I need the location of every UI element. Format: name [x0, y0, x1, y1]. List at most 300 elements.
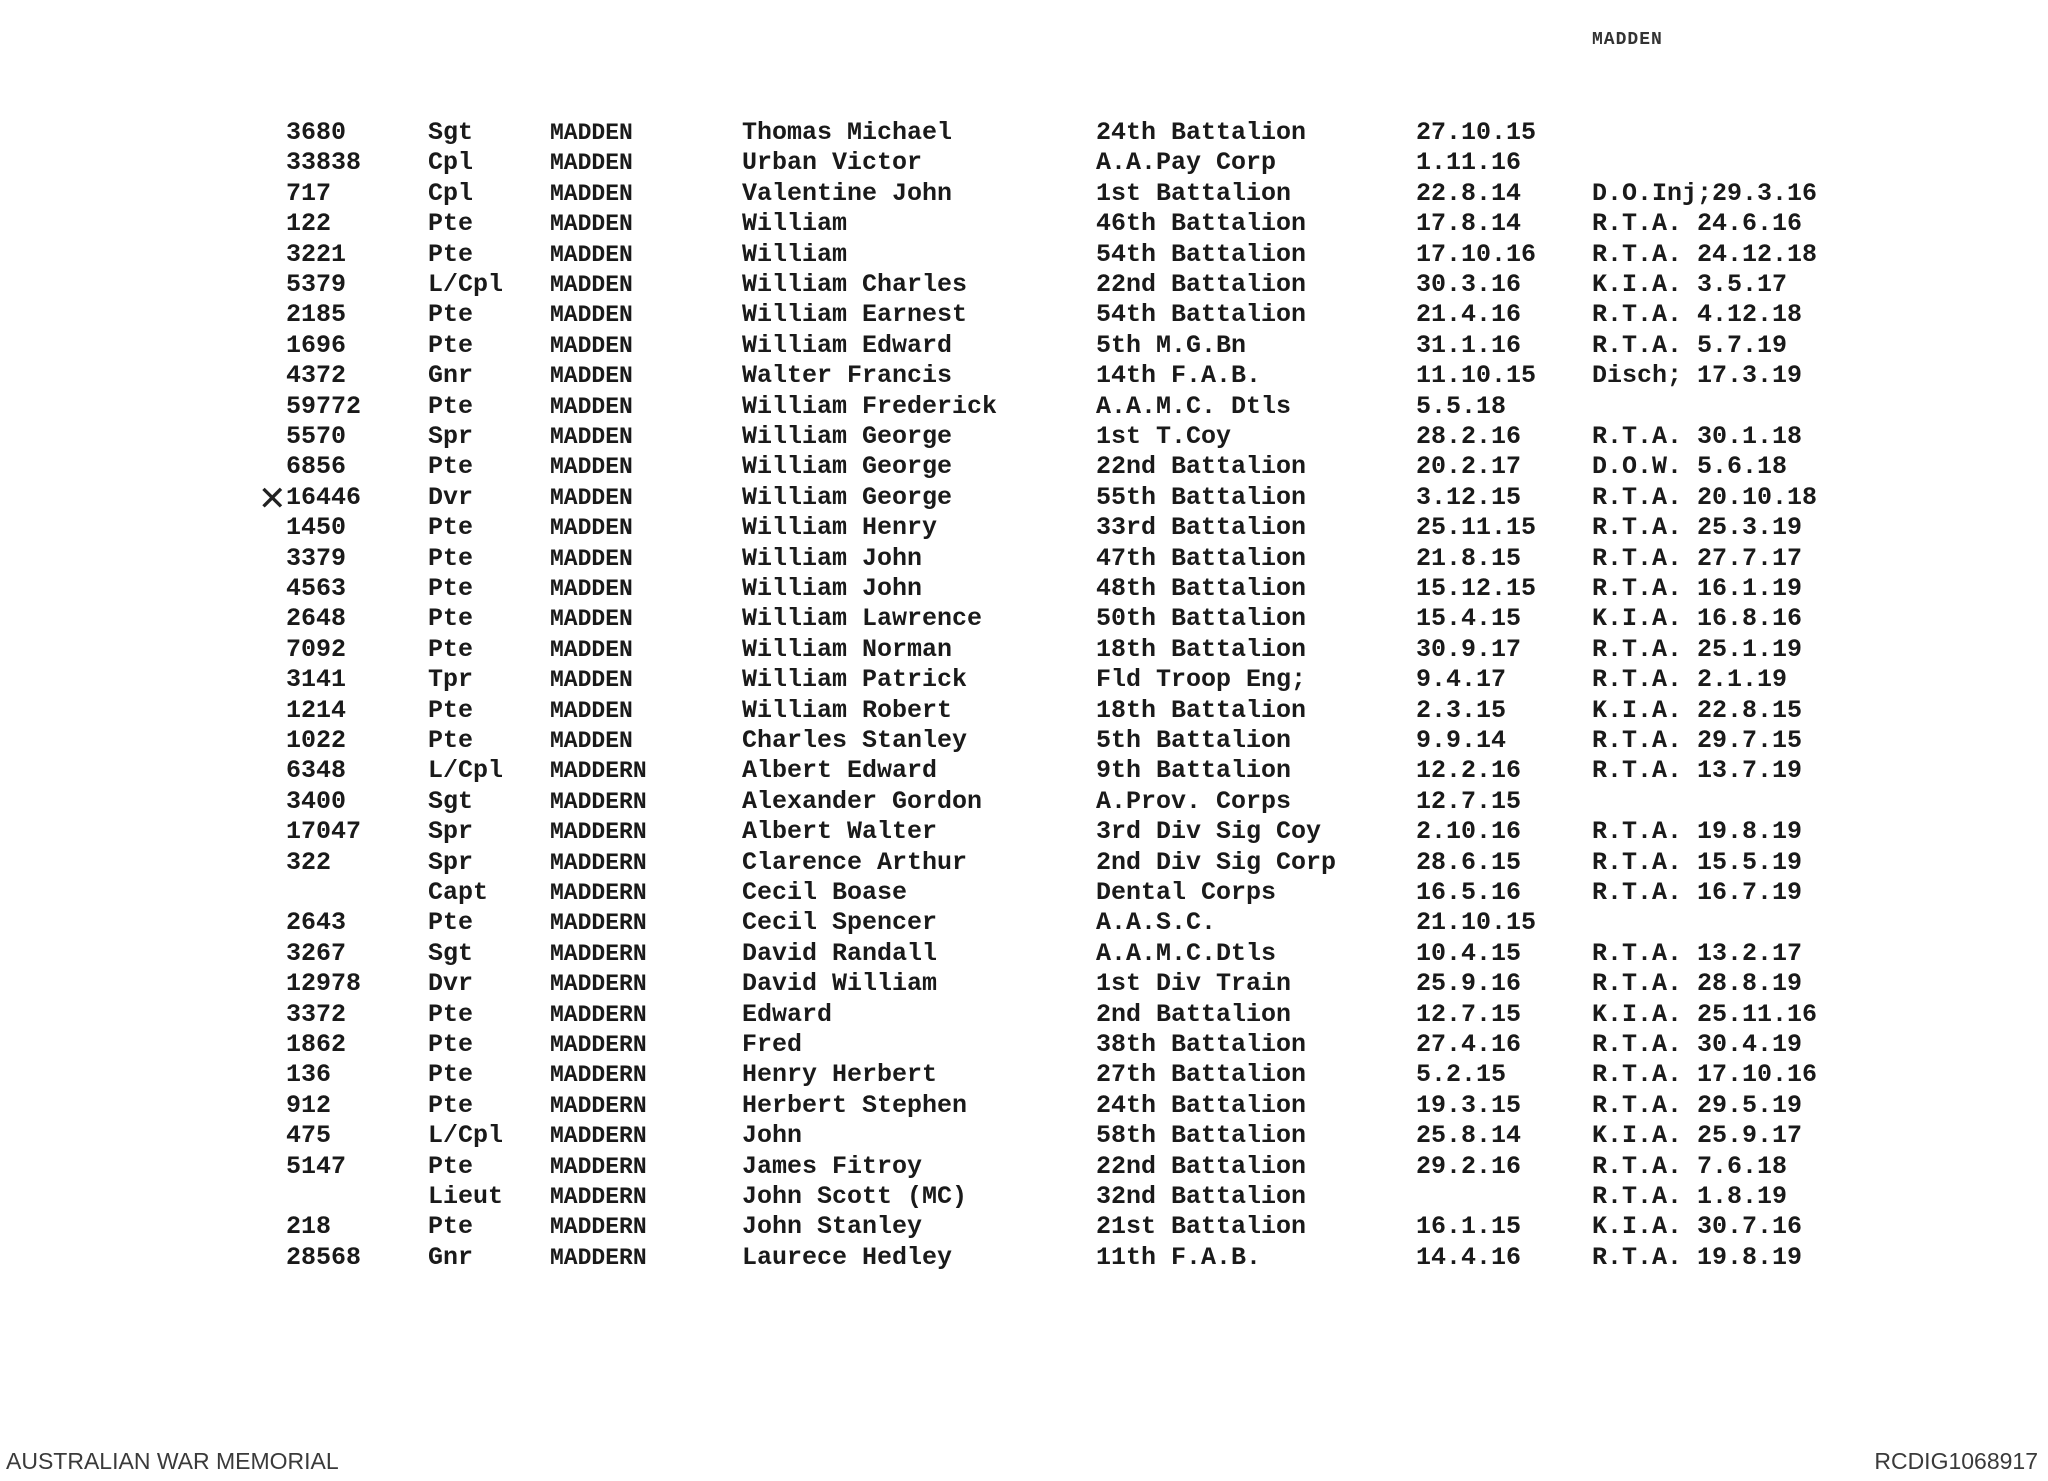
cell-given: John Stanley [742, 1212, 923, 1241]
record-id: RCDIG1068917 [1874, 1448, 2038, 1474]
cell-given: William Edward [742, 331, 953, 360]
cell-unit: 22nd Battalion [1096, 270, 1307, 299]
cell-rank: Capt [428, 878, 489, 907]
cell-unit: A.A.S.C. [1096, 908, 1217, 937]
cell-date: 19.3.15 [1416, 1091, 1522, 1120]
table-row [0, 817, 2048, 847]
cell-rank: Cpl [428, 148, 474, 177]
cell-date: 10.4.15 [1416, 939, 1522, 968]
table-row [0, 635, 2048, 665]
cell-date: 2.3.15 [1416, 696, 1507, 725]
cell-num: 2648 [286, 604, 347, 633]
cell-fate: R.T.A. 24.12.18 [1592, 240, 1818, 269]
cell-fate: R.T.A. 27.7.17 [1592, 544, 1803, 573]
cell-fate: R.T.A. 28.8.19 [1592, 969, 1803, 998]
cell-unit: 58th Battalion [1096, 1121, 1307, 1150]
cell-given: Albert Edward [742, 756, 938, 785]
cell-given: Laurece Hedley [742, 1243, 953, 1272]
cell-num: 5379 [286, 270, 347, 299]
cell-rank: Pte [428, 452, 474, 481]
cell-date: 3.12.15 [1416, 483, 1522, 512]
cell-surname: MADDERN [550, 850, 647, 876]
cell-unit: 11th F.A.B. [1096, 1243, 1262, 1272]
cell-rank: Pte [428, 209, 474, 238]
table-row [0, 331, 2048, 361]
cell-fate: R.T.A. 29.7.15 [1592, 726, 1803, 755]
cell-date: 15.12.15 [1416, 574, 1537, 603]
cell-fate: D.O.Inj;29.3.16 [1592, 179, 1818, 208]
cell-rank: Pte [428, 604, 474, 633]
cell-unit: 2nd Div Sig Corp [1096, 848, 1337, 877]
cell-surname: MADDERN [550, 941, 647, 967]
cell-given: William George [742, 483, 953, 512]
cell-num: 1450 [286, 513, 347, 542]
cell-rank: Pte [428, 1212, 474, 1241]
cell-fate: R.T.A. 19.8.19 [1592, 1243, 1803, 1272]
cell-fate: R.T.A. 4.12.18 [1592, 300, 1803, 329]
cell-given: Cecil Spencer [742, 908, 938, 937]
cell-surname: MADDEN [550, 606, 633, 632]
table-row [0, 604, 2048, 634]
cell-date: 27.10.15 [1416, 118, 1537, 147]
cell-date: 9.4.17 [1416, 665, 1507, 694]
cell-given: Edward [742, 1000, 833, 1029]
cell-fate: R.T.A. 25.1.19 [1592, 635, 1803, 664]
archive-name: AUSTRALIAN WAR MEMORIAL [6, 1448, 339, 1474]
cell-date: 21.4.16 [1416, 300, 1522, 329]
table-row [0, 513, 2048, 543]
cell-unit: 5th M.G.Bn [1096, 331, 1247, 360]
cell-surname: MADDEN [550, 120, 633, 146]
cell-surname: MADDERN [550, 971, 647, 997]
table-row [0, 726, 2048, 756]
cell-num: 59772 [286, 392, 362, 421]
cell-surname: MADDERN [550, 880, 647, 906]
cell-num: 2185 [286, 300, 347, 329]
cell-given: Thomas Michael [742, 118, 953, 147]
cell-fate: K.I.A. 25.11.16 [1592, 1000, 1818, 1029]
cell-unit: 24th Battalion [1096, 1091, 1307, 1120]
cell-num: 3141 [286, 665, 347, 694]
cell-given: William Patrick [742, 665, 968, 694]
table-row [0, 270, 2048, 300]
cell-given: William John [742, 574, 923, 603]
cell-unit: 14th F.A.B. [1096, 361, 1262, 390]
table-row [0, 696, 2048, 726]
cell-fate: R.T.A. 20.10.18 [1592, 483, 1818, 512]
cell-rank: Pte [428, 635, 474, 664]
cell-unit: A.Prov. Corps [1096, 787, 1292, 816]
cell-date: 25.9.16 [1416, 969, 1522, 998]
cell-fate: R.T.A. 5.7.19 [1592, 331, 1788, 360]
cell-surname: MADDEN [550, 242, 633, 268]
cell-num: 3267 [286, 939, 347, 968]
cell-date: 25.8.14 [1416, 1121, 1522, 1150]
cell-given: William Frederick [742, 392, 998, 421]
cell-rank: Pte [428, 1152, 474, 1181]
table-row [0, 969, 2048, 999]
cell-rank: Pte [428, 300, 474, 329]
table-row [0, 1182, 2048, 1212]
cell-rank: Pte [428, 574, 474, 603]
cell-rank: Spr [428, 422, 474, 451]
cell-num: 322 [286, 848, 332, 877]
cell-unit: 18th Battalion [1096, 696, 1307, 725]
cell-rank: L/Cpl [428, 270, 504, 299]
cell-surname: MADDERN [550, 789, 647, 815]
cell-date: 5.2.15 [1416, 1060, 1507, 1089]
table-row [0, 544, 2048, 574]
cell-given: James Fitroy [742, 1152, 923, 1181]
cell-given: Fred [742, 1030, 803, 1059]
cell-num: 136 [286, 1060, 332, 1089]
cell-surname: MADDEN [550, 637, 633, 663]
cell-num: 1022 [286, 726, 347, 755]
cell-unit: 54th Battalion [1096, 300, 1307, 329]
cell-num: 3221 [286, 240, 347, 269]
cell-fate: K.I.A. 16.8.16 [1592, 604, 1803, 633]
cell-surname: MADDERN [550, 1093, 647, 1119]
table-row [0, 118, 2048, 148]
cell-fate: K.I.A. 25.9.17 [1592, 1121, 1803, 1150]
cell-unit: 5th Battalion [1096, 726, 1292, 755]
cell-surname: MADDERN [550, 1154, 647, 1180]
cell-rank: Pte [428, 331, 474, 360]
cell-date: 2.10.16 [1416, 817, 1522, 846]
cell-rank: Dvr [428, 969, 474, 998]
table-row [0, 878, 2048, 908]
table-row [0, 179, 2048, 209]
cell-surname: MADDEN [550, 546, 633, 572]
cell-date: 31.1.16 [1416, 331, 1522, 360]
cell-fate: R.T.A. 2.1.19 [1592, 665, 1788, 694]
cell-surname: MADDEN [550, 211, 633, 237]
cell-given: Cecil Boase [742, 878, 908, 907]
cell-num: 6348 [286, 756, 347, 785]
table-row [0, 1212, 2048, 1242]
cell-unit: 46th Battalion [1096, 209, 1307, 238]
cell-rank: Pte [428, 1091, 474, 1120]
cell-given: William Earnest [742, 300, 968, 329]
cell-date: 12.7.15 [1416, 787, 1522, 816]
cell-given: David William [742, 969, 938, 998]
table-row [0, 300, 2048, 330]
cell-date: 27.4.16 [1416, 1030, 1522, 1059]
cell-rank: L/Cpl [428, 1121, 504, 1150]
cell-given: Albert Walter [742, 817, 938, 846]
table-row [0, 665, 2048, 695]
cell-num: 5570 [286, 422, 347, 451]
cell-unit: 21st Battalion [1096, 1212, 1307, 1241]
cell-date: 11.10.15 [1416, 361, 1537, 390]
cell-given: David Randall [742, 939, 938, 968]
cell-unit: 24th Battalion [1096, 118, 1307, 147]
table-row [0, 756, 2048, 786]
cell-unit: A.A.Pay Corp [1096, 148, 1277, 177]
cell-fate: R.T.A. 29.5.19 [1592, 1091, 1803, 1120]
cell-num: 122 [286, 209, 332, 238]
cell-rank: Spr [428, 848, 474, 877]
cell-given: William [742, 209, 848, 238]
cell-rank: Sgt [428, 118, 474, 147]
table-row [0, 452, 2048, 482]
cell-rank: Pte [428, 240, 474, 269]
cell-surname: MADDERN [550, 758, 647, 784]
cell-fate: D.O.W. 5.6.18 [1592, 452, 1788, 481]
cell-surname: MADDEN [550, 454, 633, 480]
cell-given: William John [742, 544, 923, 573]
table-row [0, 574, 2048, 604]
cell-given: John [742, 1121, 803, 1150]
cell-given: William Lawrence [742, 604, 983, 633]
cell-unit: 18th Battalion [1096, 635, 1307, 664]
cell-fate: R.T.A. 25.3.19 [1592, 513, 1803, 542]
cell-fate: R.T.A. 13.7.19 [1592, 756, 1803, 785]
table-row [0, 848, 2048, 878]
cell-rank: Tpr [428, 665, 474, 694]
cell-surname: MADDERN [550, 1245, 647, 1271]
cell-rank: Pte [428, 726, 474, 755]
table-row [0, 1000, 2048, 1030]
cell-date: 20.2.17 [1416, 452, 1522, 481]
cell-given: Herbert Stephen [742, 1091, 968, 1120]
cell-unit: 47th Battalion [1096, 544, 1307, 573]
cell-unit: 38th Battalion [1096, 1030, 1307, 1059]
cell-surname: MADDEN [550, 485, 633, 511]
cell-fate: R.T.A. 16.7.19 [1592, 878, 1803, 907]
table-row [0, 1060, 2048, 1090]
handwritten-x-mark: ✕ [258, 479, 287, 519]
cell-date: 28.6.15 [1416, 848, 1522, 877]
cell-num: 1696 [286, 331, 347, 360]
cell-unit: 1st T.Coy [1096, 422, 1232, 451]
cell-num: 717 [286, 179, 332, 208]
cell-surname: MADDERN [550, 1123, 647, 1149]
table-row [0, 939, 2048, 969]
cell-fate: R.T.A. 13.2.17 [1592, 939, 1803, 968]
cell-date: 16.1.15 [1416, 1212, 1522, 1241]
surname-header: MADDEN [1592, 30, 1663, 50]
cell-given: Urban Victor [742, 148, 923, 177]
cell-date: 17.8.14 [1416, 209, 1522, 238]
cell-rank: Lieut [428, 1182, 504, 1211]
cell-date: 25.11.15 [1416, 513, 1537, 542]
cell-num: 6856 [286, 452, 347, 481]
cell-surname: MADDEN [550, 698, 633, 724]
cell-num: 3400 [286, 787, 347, 816]
cell-date: 17.10.16 [1416, 240, 1537, 269]
cell-fate: R.T.A. 7.6.18 [1592, 1152, 1788, 1181]
cell-given: Clarence Arthur [742, 848, 968, 877]
cell-num: 33838 [286, 148, 362, 177]
cell-rank: Pte [428, 696, 474, 725]
cell-date: 15.4.15 [1416, 604, 1522, 633]
cell-fate: R.T.A. 30.4.19 [1592, 1030, 1803, 1059]
cell-given: Alexander Gordon [742, 787, 983, 816]
cell-date: 5.5.18 [1416, 392, 1507, 421]
cell-unit: 22nd Battalion [1096, 452, 1307, 481]
cell-unit: 3rd Div Sig Coy [1096, 817, 1322, 846]
cell-rank: Pte [428, 1000, 474, 1029]
table-row [0, 148, 2048, 178]
cell-rank: Dvr [428, 483, 474, 512]
cell-fate: R.T.A. 17.10.16 [1592, 1060, 1818, 1089]
cell-date: 12.7.15 [1416, 1000, 1522, 1029]
table-row [0, 1243, 2048, 1273]
cell-rank: Gnr [428, 1243, 474, 1272]
cell-num: 912 [286, 1091, 332, 1120]
table-row [0, 1030, 2048, 1060]
cell-fate: R.T.A. 16.1.19 [1592, 574, 1803, 603]
cell-surname: MADDERN [550, 1214, 647, 1240]
cell-date: 21.10.15 [1416, 908, 1537, 937]
cell-num: 7092 [286, 635, 347, 664]
cell-fate: R.T.A. 15.5.19 [1592, 848, 1803, 877]
cell-num: 12978 [286, 969, 362, 998]
cell-given: William George [742, 422, 953, 451]
cell-unit: 1st Battalion [1096, 179, 1292, 208]
cell-given: Henry Herbert [742, 1060, 938, 1089]
table-row [0, 1152, 2048, 1182]
cell-date: 9.9.14 [1416, 726, 1507, 755]
cell-unit: 27th Battalion [1096, 1060, 1307, 1089]
cell-given: John Scott (MC) [742, 1182, 968, 1211]
cell-num: 17047 [286, 817, 362, 846]
cell-given: Charles Stanley [742, 726, 968, 755]
cell-num: 3680 [286, 118, 347, 147]
cell-num: 16446 [286, 483, 362, 512]
cell-fate: R.T.A. 24.6.16 [1592, 209, 1803, 238]
cell-num: 2643 [286, 908, 347, 937]
cell-num: 4563 [286, 574, 347, 603]
cell-rank: Cpl [428, 179, 474, 208]
cell-surname: MADDEN [550, 728, 633, 754]
cell-given: William [742, 240, 848, 269]
cell-surname: MADDEN [550, 424, 633, 450]
table-row [0, 422, 2048, 452]
cell-rank: Sgt [428, 939, 474, 968]
cell-given: Valentine John [742, 179, 953, 208]
cell-num: 1214 [286, 696, 347, 725]
table-row [0, 483, 2048, 513]
cell-unit: 54th Battalion [1096, 240, 1307, 269]
cell-date: 30.3.16 [1416, 270, 1522, 299]
cell-num: 3379 [286, 544, 347, 573]
cell-rank: Gnr [428, 361, 474, 390]
cell-date: 30.9.17 [1416, 635, 1522, 664]
cell-num: 28568 [286, 1243, 362, 1272]
cell-num: 1862 [286, 1030, 347, 1059]
cell-surname: MADDEN [550, 576, 633, 602]
cell-date: 16.5.16 [1416, 878, 1522, 907]
cell-given: William George [742, 452, 953, 481]
cell-rank: Pte [428, 392, 474, 421]
cell-surname: MADDERN [550, 1062, 647, 1088]
cell-fate: R.T.A. 30.1.18 [1592, 422, 1803, 451]
cell-fate: K.I.A. 22.8.15 [1592, 696, 1803, 725]
cell-surname: MADDEN [550, 302, 633, 328]
cell-given: William Charles [742, 270, 968, 299]
cell-unit: Dental Corps [1096, 878, 1277, 907]
cell-rank: Pte [428, 1060, 474, 1089]
cell-surname: MADDEN [550, 363, 633, 389]
cell-surname: MADDEN [550, 150, 633, 176]
cell-unit: 32nd Battalion [1096, 1182, 1307, 1211]
cell-unit: 22nd Battalion [1096, 1152, 1307, 1181]
cell-surname: MADDERN [550, 1002, 647, 1028]
cell-unit: 50th Battalion [1096, 604, 1307, 633]
cell-date: 1.11.16 [1416, 148, 1522, 177]
cell-unit: 48th Battalion [1096, 574, 1307, 603]
table-row [0, 361, 2048, 391]
cell-surname: MADDEN [550, 515, 633, 541]
cell-date: 12.2.16 [1416, 756, 1522, 785]
cell-surname: MADDEN [550, 394, 633, 420]
cell-surname: MADDEN [550, 667, 633, 693]
cell-rank: Spr [428, 817, 474, 846]
cell-unit: A.A.M.C.Dtls [1096, 939, 1277, 968]
cell-surname: MADDERN [550, 910, 647, 936]
table-row [0, 392, 2048, 422]
cell-given: William Robert [742, 696, 953, 725]
table-row [0, 1091, 2048, 1121]
cell-fate: K.I.A. 3.5.17 [1592, 270, 1788, 299]
table-row [0, 787, 2048, 817]
cell-date: 14.4.16 [1416, 1243, 1522, 1272]
cell-num: 218 [286, 1212, 332, 1241]
cell-num: 475 [286, 1121, 332, 1150]
cell-surname: MADDEN [550, 333, 633, 359]
cell-surname: MADDEN [550, 272, 633, 298]
cell-rank: Pte [428, 1030, 474, 1059]
table-row [0, 209, 2048, 239]
cell-unit: Fld Troop Eng; [1096, 665, 1307, 694]
cell-num: 3372 [286, 1000, 347, 1029]
table-row [0, 908, 2048, 938]
cell-date: 21.8.15 [1416, 544, 1522, 573]
cell-unit: A.A.M.C. Dtls [1096, 392, 1292, 421]
cell-surname: MADDERN [550, 1032, 647, 1058]
table-row [0, 240, 2048, 270]
cell-fate: Disch; 17.3.19 [1592, 361, 1803, 390]
cell-fate: R.T.A. 1.8.19 [1592, 1182, 1788, 1211]
cell-fate: K.I.A. 30.7.16 [1592, 1212, 1803, 1241]
cell-surname: MADDERN [550, 819, 647, 845]
cell-rank: Pte [428, 544, 474, 573]
cell-unit: 1st Div Train [1096, 969, 1292, 998]
cell-given: Walter Francis [742, 361, 953, 390]
cell-unit: 33rd Battalion [1096, 513, 1307, 542]
table-row [0, 1121, 2048, 1151]
cell-rank: Pte [428, 513, 474, 542]
cell-surname: MADDEN [550, 181, 633, 207]
cell-rank: Sgt [428, 787, 474, 816]
cell-date: 22.8.14 [1416, 179, 1522, 208]
cell-unit: 55th Battalion [1096, 483, 1307, 512]
cell-given: William Norman [742, 635, 953, 664]
cell-unit: 2nd Battalion [1096, 1000, 1292, 1029]
cell-rank: Pte [428, 908, 474, 937]
cell-num: 4372 [286, 361, 347, 390]
cell-unit: 9th Battalion [1096, 756, 1292, 785]
cell-surname: MADDERN [550, 1184, 647, 1210]
cell-num: 5147 [286, 1152, 347, 1181]
cell-given: William Henry [742, 513, 938, 542]
cell-date: 28.2.16 [1416, 422, 1522, 451]
cell-fate: R.T.A. 19.8.19 [1592, 817, 1803, 846]
cell-rank: L/Cpl [428, 756, 504, 785]
cell-date: 29.2.16 [1416, 1152, 1522, 1181]
